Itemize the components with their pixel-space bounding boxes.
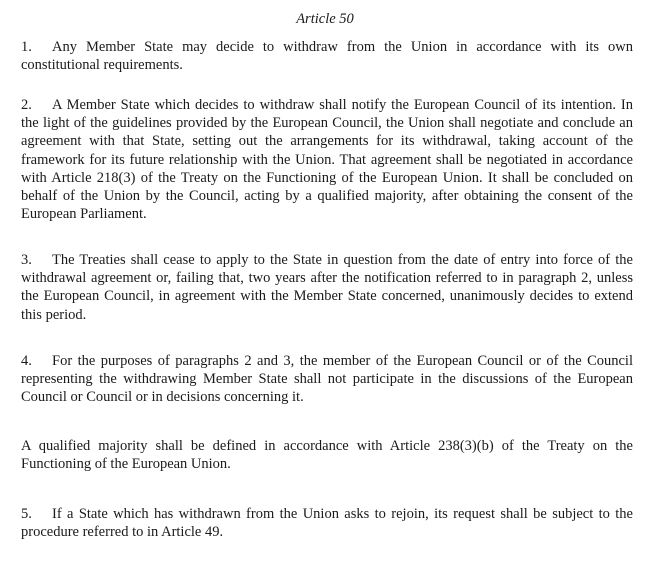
paragraph-text: If a State which has withdrawn from the Union asks to rejoin, its request shall be subject to the procedure referred to in Article 49. — [21, 506, 633, 541]
article-title: Article 50 — [296, 11, 354, 27]
paragraph-number: 1. — [21, 39, 32, 55]
paragraph-text: Any Member State may decide to withdraw from the Union in accordance with its own constitutional requirements. — [21, 39, 633, 74]
paragraph-text: A Member State which decides to withdraw shall notify the European Council of its intention. In the light of the guidelines provided by the European Council, the Union shall negotiate and conclude an agreement with that State, setting out the arrangements for its withdrawal, taking account of the framework for its future relationship with the Union. That agreement shall be negotiated in accordance with Article 218(3) of the Treaty on the Functioning of the European Union. It shall be concluded on behalf of the Union by the Council, acting by a qualified majority, after obtaining the consent of the European Parliament. — [21, 97, 633, 223]
paragraph-1 — [21, 38, 633, 74]
paragraph-5 — [21, 505, 633, 541]
paragraph-text: A qualified majority shall be defined in accordance with Article 238(3)(b) of the Treaty on the Functioning of the European Union. — [21, 438, 633, 473]
paragraph-text: The Treaties shall cease to apply to the State in question from the date of entry into force of the withdrawal agreement or, failing that, two years after the notification referred to in paragraph 2, unless the European Council, in agreement with the Member State concerned, unanimously decides to extend this period. — [21, 252, 633, 323]
paragraph-number: 2. — [21, 97, 32, 113]
paragraph-4 — [21, 352, 633, 407]
paragraph-3 — [21, 251, 633, 324]
paragraph-2 — [21, 96, 633, 223]
paragraph-number: 3. — [21, 252, 32, 268]
paragraph-number: 4. — [21, 353, 32, 369]
paragraph-4-continuation — [21, 437, 633, 473]
paragraph-text: For the purposes of paragraphs 2 and 3, the member of the European Council or of the Council representing the withdrawing Member State shall not participate in the discussions of the European Council or Council or in decisions concerning it. — [21, 353, 633, 406]
paragraph-number: 5. — [21, 506, 32, 522]
